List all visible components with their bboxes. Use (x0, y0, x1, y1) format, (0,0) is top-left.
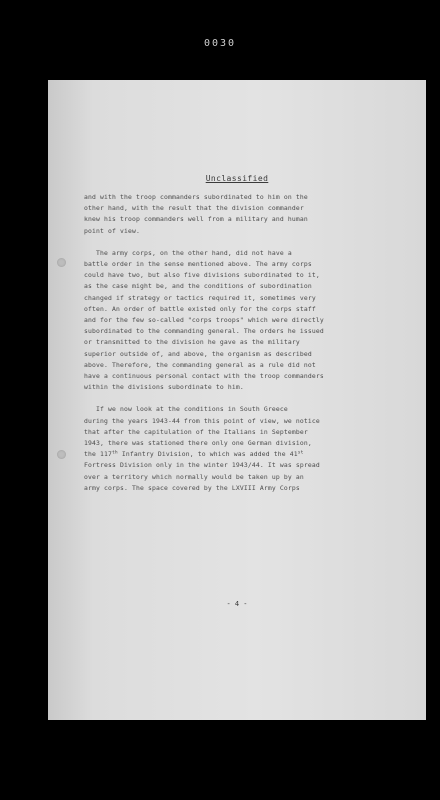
document-body (84, 192, 402, 505)
text-line: have a continuous personal contact with the troop commanders (84, 372, 324, 381)
text-line: the 117th Infantry Division, to which was added the 41st (84, 450, 304, 459)
text-line: If we now look at the conditions in South Greece (96, 405, 288, 414)
paragraph-3 (84, 404, 402, 494)
text-line: 1943, there was stationed there only one German division, (84, 439, 312, 448)
text-line: could have two, but also five divisions subordinated to it, (84, 271, 320, 280)
text-line: often. An order of battle existed only for the corps staff (84, 304, 316, 313)
classification-stamp: Unclassified (205, 174, 269, 183)
paragraph-2 (84, 248, 402, 394)
text-line: battle order in the sense mentioned above. The army corps (84, 260, 312, 269)
text-line: as the case might be, and the conditions of subordination (84, 282, 312, 291)
text-line: over a territory which normally would be taken up by an (84, 472, 304, 481)
text-line: and with the troop commanders subordinated to him on the (84, 193, 308, 201)
text-line: army corps. The space covered by the LXVIII Army Corps (84, 483, 300, 492)
text-line: other hand, with the result that the division commander (84, 204, 304, 213)
text-line: that after the capitulation of the Italians in September (84, 427, 308, 436)
text-line: point of view. (84, 226, 140, 235)
text-line: The army corps, on the other hand, did not have a (96, 248, 292, 257)
text-line: above. Therefore, the commanding general as a rule did not (84, 360, 316, 369)
text-line: during the years 1943-44 from this point of view, we notice (84, 416, 320, 425)
text-line: superior outside of, and above, the organism as described (84, 349, 312, 358)
paragraph-1 (84, 192, 402, 237)
text-line: changed if strategy or tactics required it, sometimes very (84, 293, 316, 302)
text-line: and for the few so-called "corps troops" which were directly (84, 316, 324, 325)
frame-number: 0030 (203, 38, 237, 49)
document-page (48, 80, 426, 720)
text-line: knew his troop commanders well from a military and human (84, 215, 308, 224)
text-line: Fortress Division only in the winter 1943/44. It was spread (84, 461, 320, 470)
punch-hole-icon (57, 450, 66, 459)
text-line: or transmitted to the division he gave as the military (84, 338, 300, 347)
text-line: subordinated to the commanding general. The orders he issued (84, 327, 324, 336)
punch-hole-icon (57, 258, 66, 267)
text-line: within the divisions subordinate to him. (84, 383, 244, 392)
page-number: - 4 - (226, 600, 248, 608)
